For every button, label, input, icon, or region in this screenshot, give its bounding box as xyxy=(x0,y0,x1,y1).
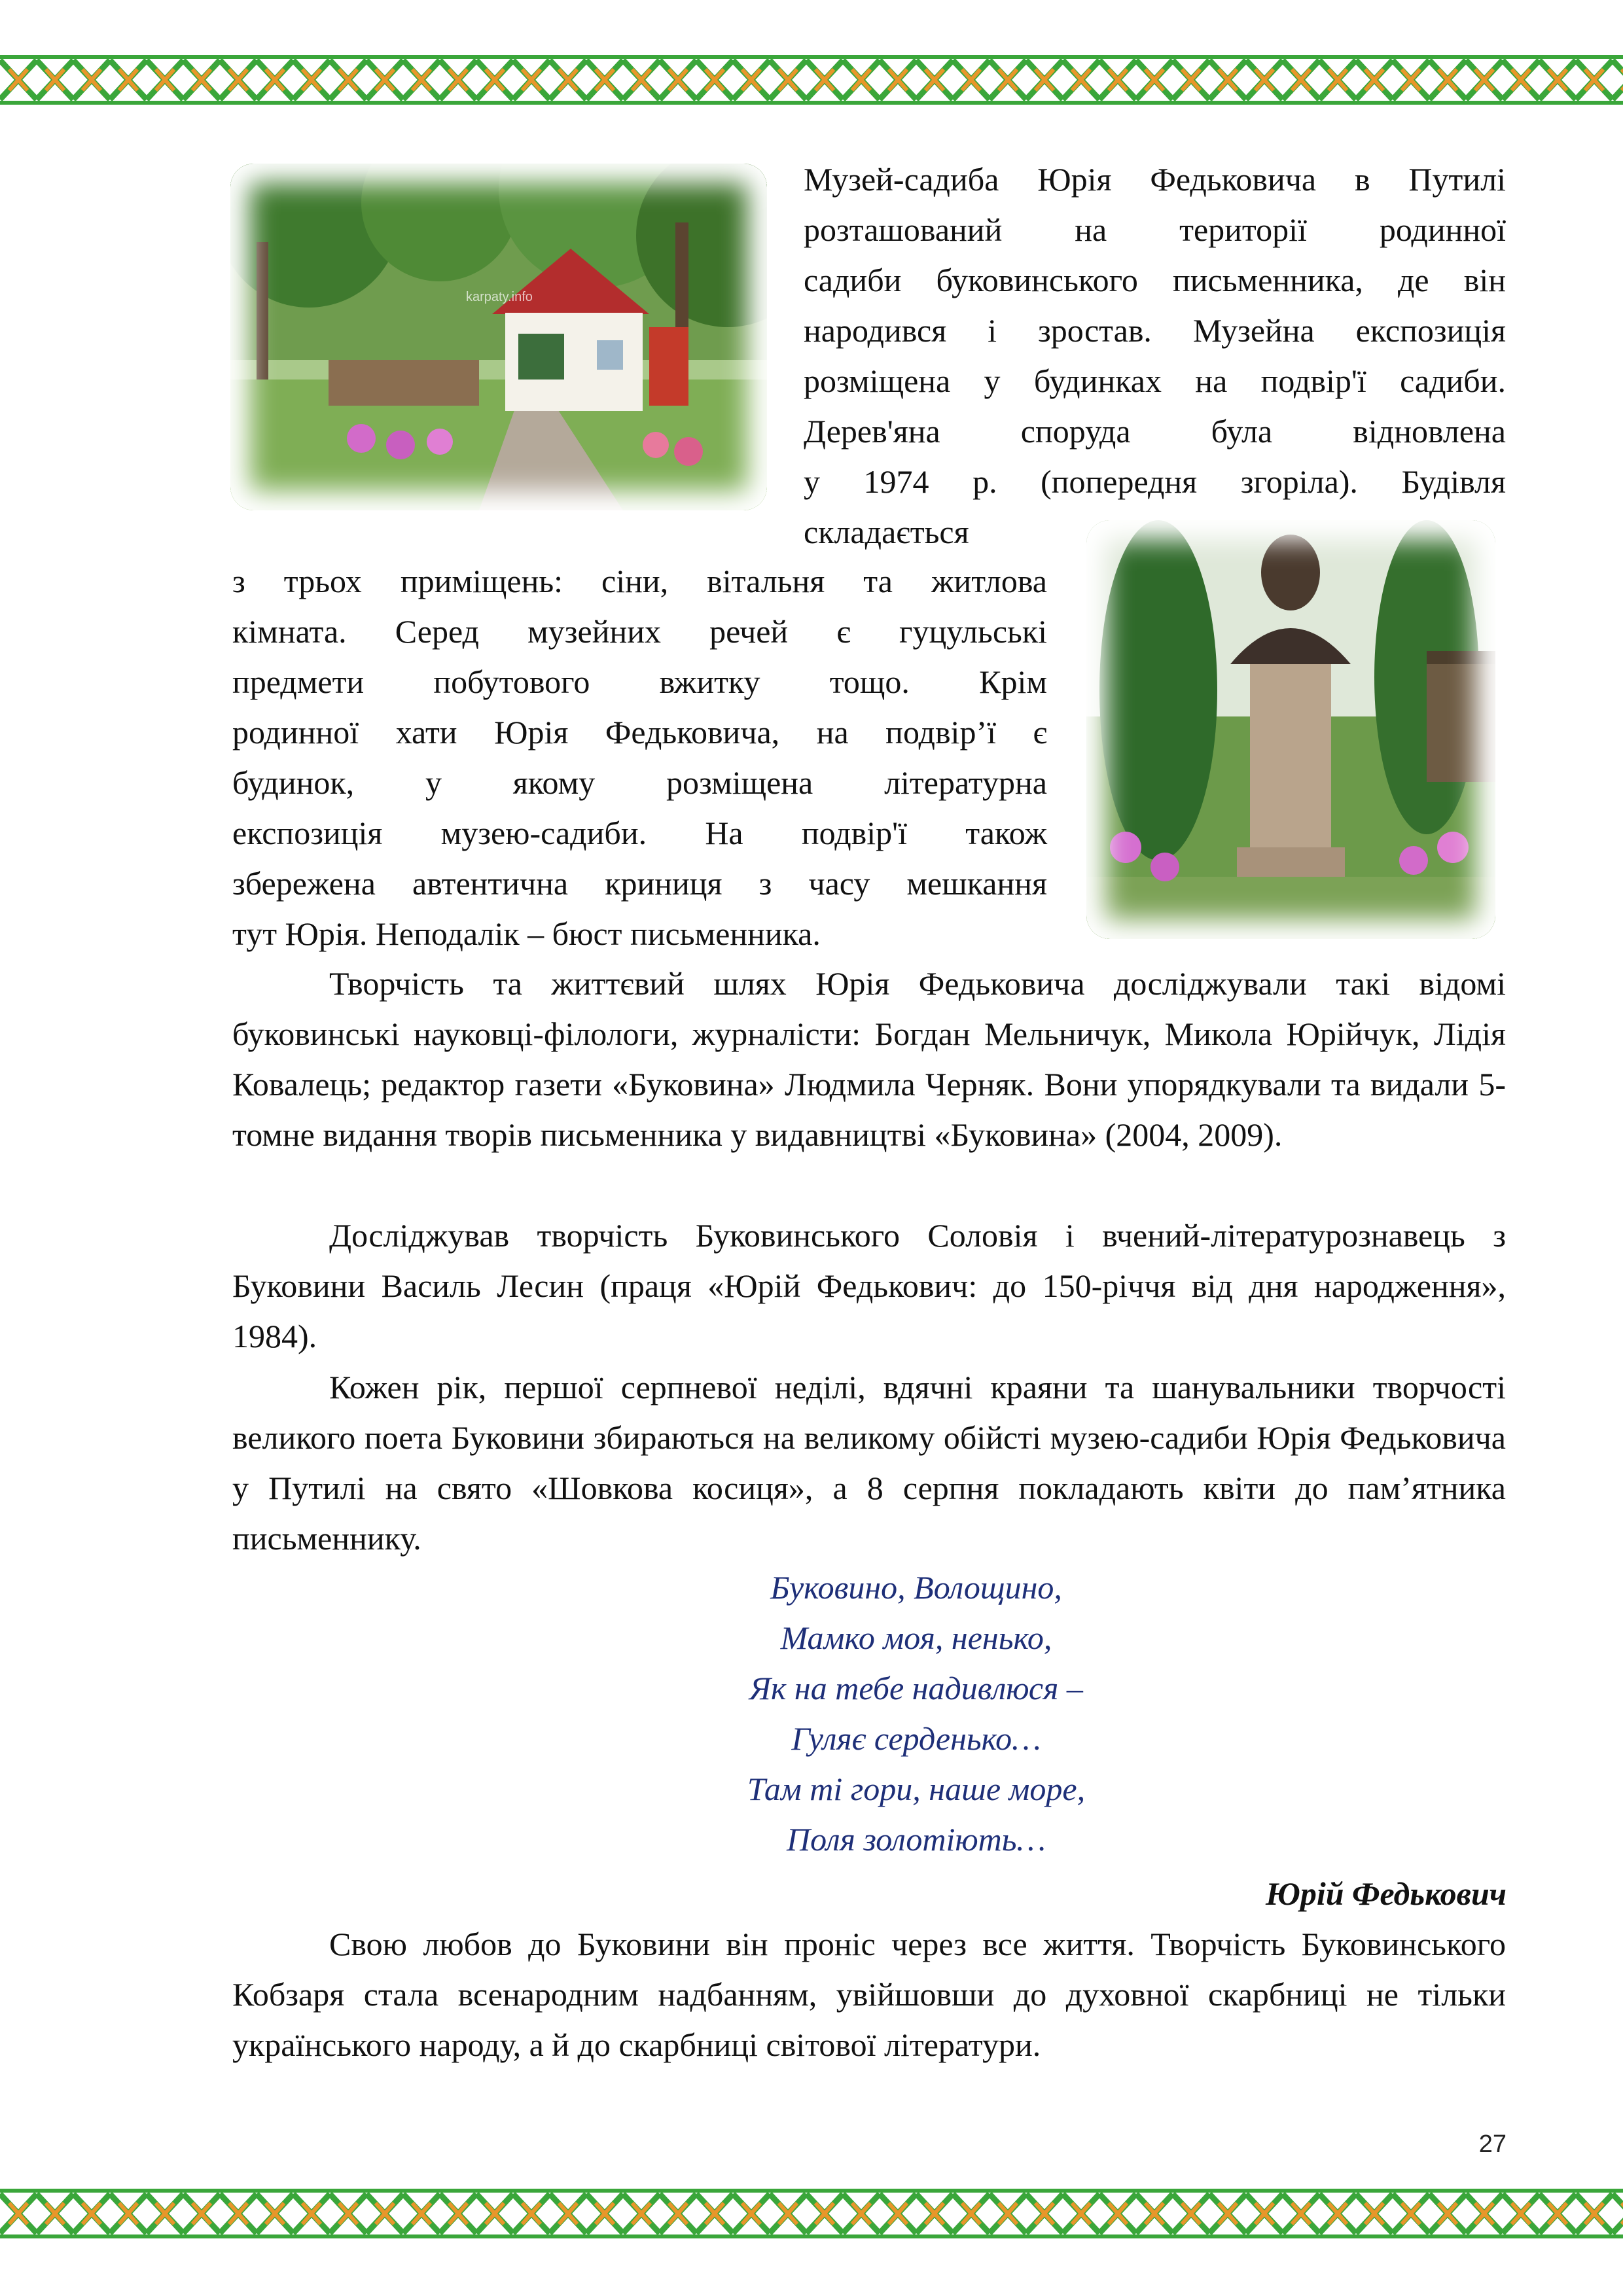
bottom-ornament-border xyxy=(0,2189,1623,2238)
poem-author: Юрій Федькович xyxy=(1266,1875,1507,1912)
lesyn-paragraph: Досліджував творчість Буковинського Соловія і вчений-літературознавець з Буковини Василь Лесин (праця «Юрій Федькович: до 150-річчя від дня народження», 1984). xyxy=(232,1217,1506,1354)
festival-paragraph: Кожен рік, першої серпневої неділі, вдячні краяни та шанувальники творчості великого поета Буковини збираються на великому обійсті музею-садиби Юрія Федьковича у Путилі на свято «Шовкова косиця», а 8 серпня покладають квіти до пам’ятника письменнику. xyxy=(232,1369,1506,1557)
text-line: у 1974 р. (попередня згоріла). Будівля xyxy=(804,463,1506,500)
poem-line: Як на тебе надивлюся – xyxy=(749,1670,1083,1706)
text-line: експозиція музею-садиби. На подвір'ї також xyxy=(232,815,1047,851)
text-line: садиби буковинського письменника, де він xyxy=(804,262,1506,298)
research-paragraph: Творчість та життєвий шлях Юрія Федьковича досліджували такі відомі буковинські науковці-філологи, журналісти: Богдан Мельничук, Микола Юрійчук, Лідія Ковалець; редактор газети «Буковина» Людмила Черняк. Вони упорядкували та видали 5-томне видання творів письменника у видавництві «Буковина» (2004, 2009). xyxy=(232,965,1506,1153)
text-line: збережена автентична криниця з часу мешкання xyxy=(232,865,1047,902)
text-line: розміщена у будинках на подвір'ї садиби. xyxy=(804,362,1506,399)
poem-line: Гуляє серденько… xyxy=(791,1720,1041,1757)
museum-house-photo xyxy=(230,164,767,510)
top-ornament-border xyxy=(0,55,1623,105)
poem-line: Поля золотіють… xyxy=(787,1821,1046,1858)
text-line: складається xyxy=(804,514,969,550)
bust-monument-photo xyxy=(1086,520,1495,939)
museum-paragraph-right xyxy=(804,154,1506,557)
poem-line: Там ті гори, наше море, xyxy=(747,1771,1086,1807)
poem-line: Буковино, Волощино, xyxy=(770,1569,1062,1606)
text-line: будинок, у якому розміщена літературна xyxy=(232,764,1047,801)
final-paragraph: Свою любов до Буковини він проніс через все життя. Творчість Буковинського Кобзаря стала всенародним надбанням, увійшовши до духовної скарбниці не тільки українського народу, а й до скарбниці світової літератури. xyxy=(232,1926,1506,2063)
poem-quote xyxy=(654,1563,1178,1865)
poem-line: Мамко моя, ненько, xyxy=(780,1619,1052,1656)
text-line: родинної хати Юрія Федьковича, на подвір’ї є xyxy=(232,714,1047,751)
museum-paragraph-left xyxy=(232,556,1047,959)
text-line: народився і зростав. Музейна експозиція xyxy=(804,312,1506,349)
text-line: кімната. Серед музейних речей є гуцульські xyxy=(232,613,1047,650)
text-line: з трьох приміщень: сіни, вітальня та житлова xyxy=(232,563,1047,599)
photo-watermark: karpaty.info xyxy=(466,290,533,304)
text-line: розташований на території родинної xyxy=(804,211,1506,248)
text-line: Дерев'яна споруда була відновлена xyxy=(804,413,1506,450)
text-line: предмети побутового вжитку тощо. Крім xyxy=(232,663,1047,700)
text-line: Музей-садиба Юрія Федьковича в Путилі xyxy=(804,161,1506,198)
text-line: тут Юрія. Неподалік – бюст письменника. xyxy=(232,915,821,952)
page-number: 27 xyxy=(1478,2130,1507,2158)
